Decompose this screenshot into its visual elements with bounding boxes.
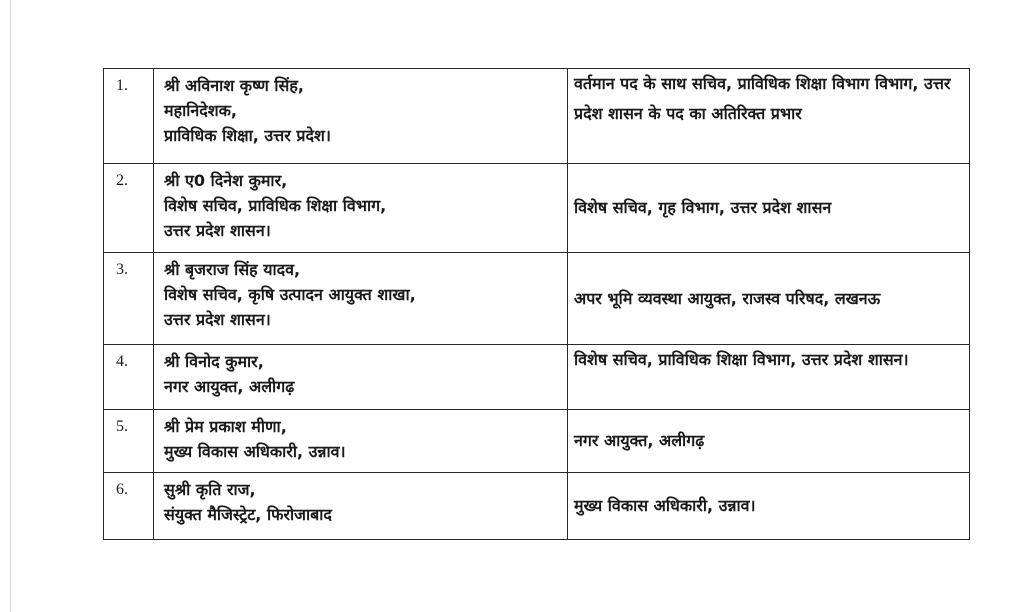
officer-current-post: विशेष सचिव, प्राविधिक शिक्षा विभाग, xyxy=(164,196,387,215)
officer-name: श्री बृजराज सिंह यादव, xyxy=(164,260,301,279)
row-number: 3. xyxy=(104,253,154,345)
row-number: 1. xyxy=(104,69,154,164)
officer-current-post: उत्तर प्रदेश शासन। xyxy=(164,310,271,329)
officer-current-post: संयुक्त मैजिस्ट्रेट, फिरोजाबाद xyxy=(164,505,332,524)
table-row xyxy=(104,164,970,253)
new-post-text: वर्तमान पद के साथ सचिव, प्राविधिक शिक्षा विभाग विभाग, उत्तर प्रदेश शासन के पद का अतिरिक्त प्रभार xyxy=(574,74,951,123)
new-post-text: मुख्य विकास अधिकारी, उन्नाव। xyxy=(574,496,756,515)
new-post-cell xyxy=(568,410,970,473)
row-number: 6. xyxy=(104,473,154,540)
table-row xyxy=(104,473,970,540)
new-post-cell xyxy=(568,164,970,253)
officer-current-post: नगर आयुक्त, अलीगढ़ xyxy=(164,377,295,396)
new-post-text: अपर भूमि व्यवस्था आयुक्त, राजस्व परिषद, लखनऊ xyxy=(574,288,881,308)
table-row xyxy=(104,69,970,164)
officer-name: श्री विनोद कुमार, xyxy=(164,352,264,371)
officer-cell xyxy=(154,69,568,164)
officer-cell xyxy=(154,164,568,253)
new-post-cell xyxy=(568,473,970,540)
table-row xyxy=(104,410,970,473)
officer-current-post: महानिदेशक, xyxy=(164,101,237,120)
officer-name: श्री अविनाश कृष्ण सिंह, xyxy=(164,76,304,95)
officer-name: श्री ए0 दिनेश कुमार, xyxy=(164,171,288,190)
officer-cell xyxy=(154,410,568,473)
officer-current-post: मुख्य विकास अधिकारी, उन्नाव। xyxy=(164,442,346,461)
page-edge xyxy=(10,0,11,612)
officer-cell xyxy=(154,473,568,540)
table-row xyxy=(104,345,970,410)
new-post-text: विशेष सचिव, प्राविधिक शिक्षा विभाग, उत्तर प्रदेश शासन। xyxy=(574,350,909,369)
table-row xyxy=(104,253,970,345)
row-number: 5. xyxy=(104,410,154,473)
officer-current-post: प्राविधिक शिक्षा, उत्तर प्रदेश। xyxy=(164,126,331,145)
transfer-table xyxy=(103,68,970,540)
new-post-cell xyxy=(568,345,970,410)
new-post-text: नगर आयुक्त, अलीगढ़ xyxy=(574,431,705,450)
row-number: 4. xyxy=(104,345,154,410)
new-post-cell xyxy=(568,253,970,345)
officer-name: सुश्री कृति राज, xyxy=(164,480,256,499)
officer-cell xyxy=(154,253,568,345)
row-number: 2. xyxy=(104,164,154,253)
new-post-text: विशेष सचिव, गृह विभाग, उत्तर प्रदेश शासन xyxy=(574,198,832,217)
new-post-cell xyxy=(568,69,970,164)
officer-name: श्री प्रेम प्रकाश मीणा, xyxy=(164,417,287,436)
officer-cell xyxy=(154,345,568,410)
officer-current-post: विशेष सचिव, कृषि उत्पादन आयुक्त शाखा, xyxy=(164,285,416,304)
officer-current-post: उत्तर प्रदेश शासन। xyxy=(164,221,271,240)
